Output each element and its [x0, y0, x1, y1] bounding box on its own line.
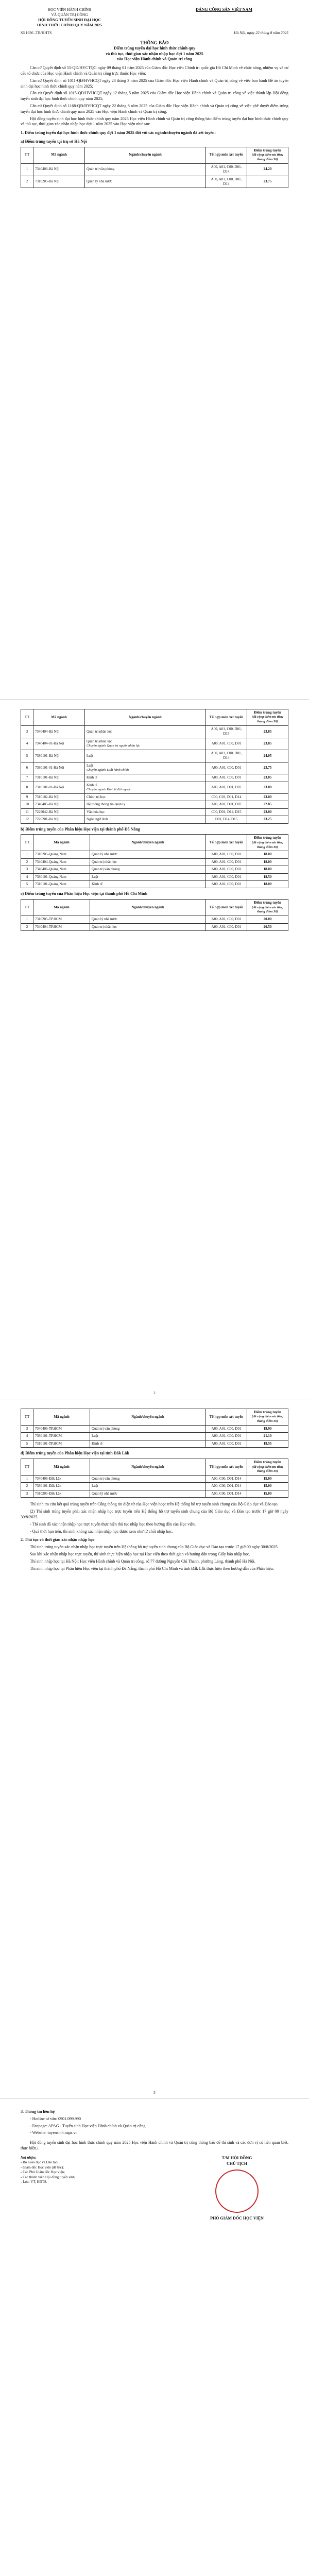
cell-code: 7340406-Đắk Lắk [33, 1476, 90, 1483]
issuer-line-2: VÀ QUẢN TRỊ CÔNG [51, 12, 88, 18]
cell-code: 7310101-TP.HCM [33, 1440, 90, 1447]
cell-score: 23.85 [247, 738, 288, 750]
cell-score: 23.75 [247, 762, 288, 774]
issuer-line-3: HỘI ĐỒNG TUYỂN SINH ĐẠI HỌC [38, 18, 101, 23]
party-name: ĐẢNG CỘNG SẢN VIỆT NAM [196, 7, 252, 12]
section-1d-heading: d) Điểm trúng tuyển của Phân hiệu Học viện tại tỉnh Đắk Lắk [21, 1451, 129, 1456]
table-row [21, 738, 288, 750]
major-name: Luật [87, 763, 93, 768]
cell-combo: A00, A01, C00, D01 [206, 738, 247, 750]
cell-score: 21.10 [247, 1433, 288, 1440]
table-row [21, 923, 288, 930]
issuer-block [21, 7, 118, 28]
cell-combo: A00, A01, D01, D07 [206, 782, 247, 793]
major-name: Chính trị học [87, 794, 106, 799]
page-number: 2 [153, 1391, 156, 1395]
cell-code: 7380101-TP.HCM [33, 1433, 90, 1440]
col-score-note: (đã cộng điểm ưu tiên; thang điểm 30) [252, 153, 283, 161]
cell-combo: A00, A01, C00, D01 [206, 866, 247, 873]
section-2-paragraph: Thí sinh nhập học tại Hà Nội: Học viện Hành chính và Quản trị công, số 77 đường Nguyễn Chí Thanh, phường Láng, thành phố Hà Nội. [30, 1558, 255, 1564]
col-score-label: Điểm trúng tuyển [254, 1410, 281, 1414]
table-row [21, 1483, 288, 1490]
table-row [21, 851, 288, 858]
closing-paragraph: Hội đồng tuyển sinh đại học hình thức chính quy năm 2025 Học viện Hành chính và Quản trị công thông báo để thí sinh và các đơn vị có liên quan biết, thực hiện./. [21, 2140, 288, 2150]
cell-code: 7340406-TP.HCM [33, 1425, 90, 1432]
table-row [21, 750, 288, 762]
cell-code: 7310205-Đắk Lắk [33, 1490, 90, 1497]
col-name: Ngành/chuyên ngành [85, 147, 206, 163]
col-score-note: (đã cộng điểm ưu tiên; thang điểm 30) [252, 840, 283, 849]
intro-paragraph: Căn cứ Quyết định số 1011-QĐ/HVHCQT ngày 28 tháng 3 năm 2025 của Giám đốc Học viện Hành chính và Quản trị công về việc ban hành Đề án tuyển sinh đại học hình thức chính quy năm 2025; [21, 78, 288, 89]
major-name: Ngôn ngữ Anh [87, 817, 108, 822]
cell-stt: 2 [21, 176, 33, 188]
cell-name: Quản lý nhà nước [90, 851, 206, 858]
cell-code: 7340406-Quảng Nam [33, 866, 90, 873]
cell-score: 15.00 [247, 1490, 288, 1497]
cell-name [85, 808, 206, 816]
cell-score: 15.00 [247, 1483, 288, 1490]
cell-score: 24.05 [247, 750, 288, 762]
cell-combo: A00, A01, C00, D01, D14 [206, 163, 247, 176]
cell-code: 7340404-TP.HCM [33, 923, 90, 930]
cell-score: 23.00 [247, 808, 288, 816]
cell-name: Luật [90, 873, 206, 880]
col-stt: TT [21, 1409, 33, 1426]
signer-block [185, 2156, 288, 2222]
col-score-label: Điểm trúng tuyển [254, 710, 281, 715]
cell-code: 7380101-01-Hà Nội [33, 762, 85, 774]
cell-combo: A00, A01, C00, D01, D15 [206, 725, 247, 738]
table-header-row [21, 1409, 288, 1426]
cell-score: 23.25 [247, 816, 288, 823]
cell-code: 7380101-Quảng Nam [33, 873, 90, 880]
cell-score: 23.00 [247, 793, 288, 801]
contact-line: - Hotline tư vấn: 0901.099.990 [30, 2116, 81, 2121]
table-row [21, 782, 288, 793]
intro-paragraph: Căn cứ Quyết định số 1015-QĐ/HVHCQT ngày 12 tháng 5 năm 2025 của Giám đốc Học viện Hành chính và Quản trị công về việc thành lập Hội đồng tuyển sinh đại học hình thức chính quy năm 2025; [21, 91, 288, 101]
table-row [21, 1476, 288, 1483]
major-name: Quản trị nhân lực [87, 739, 112, 743]
cell-code: 7310101-Quảng Nam [33, 881, 90, 888]
cell-name: Luật [90, 1483, 206, 1490]
cell-combo: A00, C00, D01, D14 [206, 1476, 247, 1483]
major-name: Kinh tế [87, 775, 97, 780]
issuer-line-4: HÌNH THỨC CHÍNH QUY NĂM 2025 [37, 23, 102, 28]
col-stt: TT [21, 1459, 33, 1476]
cell-name [85, 782, 206, 793]
doc-subtitle-1: Điểm trúng tuyển đại học hình thức chính quy [113, 45, 196, 50]
table-row [21, 1440, 288, 1447]
note-paragraph: - Thí sinh đã xác nhận nhập học trực tuyến thực hiện thủ tục nhập học theo hướng dẫn của Học viện. [30, 1521, 196, 1527]
table-row [21, 881, 288, 888]
hcm-score-table-continued [21, 1409, 288, 1448]
major-name: Hệ thống thông tin quản lý [87, 802, 126, 807]
page-number: 3 [153, 2090, 156, 2095]
cell-combo: C00, D01, D14, D15 [206, 808, 247, 816]
document-page-3 [0, 1399, 309, 2099]
cell-combo: A00, A01, C00, D01, D14 [206, 176, 247, 188]
cell-stt: 5 [21, 881, 33, 888]
table-row [21, 801, 288, 808]
section-2-paragraph: Thí sinh trúng tuyển xác nhận nhập học trực tuyến trên Hệ thống hỗ trợ tuyển sinh chung của Bộ Giáo dục và Đào tạo trước 17 giờ 00 ngày 30/8/2025. [30, 1545, 279, 1550]
doc-title: THÔNG BÁO [140, 40, 169, 45]
cell-code: 7340404-01-Hà Nội [33, 738, 85, 750]
cell-stt: 1 [21, 163, 33, 176]
cell-stt: 3 [21, 725, 33, 738]
hcm-score-table [21, 899, 288, 931]
cell-name [85, 774, 206, 782]
cell-name: Quản trị nhân lực [90, 923, 206, 930]
col-code: Mã ngành [33, 1409, 90, 1426]
col-score [247, 1409, 288, 1426]
col-score [247, 1459, 288, 1476]
col-score-note: (đã cộng điểm ưu tiên; thang điểm 30) [252, 905, 283, 914]
col-combo: Tổ hợp môn xét tuyển [206, 1459, 247, 1476]
table-row [21, 774, 288, 782]
cell-score: 23.75 [247, 176, 288, 188]
cell-combo: A00, A01, D01, D07 [206, 801, 247, 808]
cell-name [85, 816, 206, 823]
col-score-label: Điểm trúng tuyển [254, 836, 281, 840]
recipients-block [21, 2156, 149, 2222]
table-row [21, 808, 288, 816]
cell-name: Quản trị nhân lực [90, 858, 206, 866]
cell-code: 7310102-Hà Nội [33, 793, 85, 801]
cell-stt: 9 [21, 793, 33, 801]
signature-area [21, 2156, 288, 2222]
cell-code: 7310205-TP.HCM [33, 916, 90, 923]
cell-stt: 12 [21, 816, 33, 823]
signer-role-1: T/M HỘI ĐỒNG [221, 2155, 252, 2160]
section-1b-heading: b) Điểm trúng tuyển của Phân hiệu Học viện tại thành phố Đà Nẵng [21, 826, 140, 832]
col-code: Mã ngành [33, 900, 90, 916]
cell-score: 23.05 [247, 774, 288, 782]
cell-score: 23.85 [247, 725, 288, 738]
table-header-row [21, 835, 288, 851]
section-1-heading: 1. Điểm trúng tuyển đại học hình thức chính quy đợt 1 năm 2025 đối với các ngành/chuyên ngành đã xét tuyển: [21, 130, 216, 135]
specialization: Chuyên ngành Quản trị nguồn nhân lực [87, 744, 140, 748]
intro-paragraph: Hội đồng tuyển sinh đại học hình thức chính quy năm 2025 Học viện Hành chính và Quản trị công thông báo điểm trúng tuyển đại học hình thức chính quy và thủ tục, thời gian xác nhận nhập học đợt 1 năm 2025 vào Học viện như sau: [21, 116, 288, 127]
col-score-note: (đã cộng điểm ưu tiên; thang điểm 30) [252, 1415, 283, 1423]
cell-combo: A00, A01, C00, D01 [206, 1433, 247, 1440]
hanoi-score-table-continued [21, 709, 288, 824]
intro-paragraph: Căn cứ Quyết định số 55-QĐ/HVCTQG ngày 09 tháng 01 năm 2025 của Giám đốc Học viện Chính trị quốc gia Hồ Chí Minh về chức năng, nhiệm vụ và cơ cấu tổ chức của Học viện Hành chính và Quản trị công trực thuộc Học viện; [21, 65, 288, 76]
cell-code: 7310101-Hà Nội [33, 774, 85, 782]
note-paragraph: (2) Thí sinh trúng tuyển phải xác nhận nhập học trực tuyến trên Hệ thống hỗ trợ tuyển sinh chung của Bộ Giáo dục và Đào tạo trước 17 giờ 00 ngày 30/8/2025. [21, 1509, 288, 1519]
recipients-title: Nơi nhận: [21, 2155, 37, 2160]
table-row [21, 725, 288, 738]
col-score [247, 835, 288, 851]
cell-combo: A00, A01, C00, D01 [206, 1440, 247, 1447]
table-header-row [21, 147, 288, 163]
col-name: Ngành/chuyên ngành [90, 1459, 206, 1476]
table-row [21, 1490, 288, 1497]
major-name: Quản lý nhà nước [87, 179, 113, 184]
document-page-4 [0, 2099, 309, 2576]
contact-line: - Fanpage: APAG - Tuyển sinh Học viện Hành chính và Quản trị công [30, 2123, 146, 2128]
table-header-row [21, 709, 288, 726]
section-1a-heading: a) Điểm trúng tuyển tại trụ sở Hà Nội [21, 139, 87, 144]
cell-combo: D01, D14, D15 [206, 816, 247, 823]
recipient-item: - Các thành viên Hội đồng tuyển sinh; [21, 2175, 76, 2179]
hanoi-score-table [21, 147, 288, 189]
cell-name: Quản trị văn phòng [90, 1425, 206, 1432]
cell-stt: 1 [21, 1476, 33, 1483]
cell-combo: A00, A01, C00, D01 [206, 916, 247, 923]
intro-paragraphs [21, 65, 288, 127]
cell-score: 22.85 [247, 801, 288, 808]
cell-name [85, 725, 206, 738]
cell-name [85, 163, 206, 176]
section-1c-heading: c) Điểm trúng tuyển của Phân hiệu Học viện tại thành phố Hồ Chí Minh [21, 891, 148, 896]
cell-combo: A00, A01, C00, D01 [206, 923, 247, 930]
note-paragraph: Thí sinh tra cứu kết quả trúng tuyển trên Cổng thông tin điện tử của Học viện hoặc trên Hệ thống hỗ trợ tuyển sinh chung của Bộ Giáo dục và Đào tạo. [30, 1502, 279, 1507]
col-name: Ngành/chuyên ngành [90, 835, 206, 851]
cell-name [85, 750, 206, 762]
col-score-note: (đã cộng điểm ưu tiên; thang điểm 30) [252, 715, 283, 724]
major-name: Quản trị văn phòng [87, 167, 115, 172]
cell-name: Kinh tế [90, 1440, 206, 1447]
cell-name: Quản trị văn phòng [90, 866, 206, 873]
cell-score: 20.00 [247, 916, 288, 923]
cell-score: 18.00 [247, 881, 288, 888]
col-combo: Tổ hợp môn xét tuyển [206, 900, 247, 916]
table-header-row [21, 900, 288, 916]
cell-combo: A00, C00, D01, D14 [206, 1483, 247, 1490]
recipient-item: - Lưu: VT, HĐTS. [21, 2179, 47, 2184]
specialization: Chuyên ngành Luật hành chính [87, 768, 129, 772]
cell-name: Quản lý nhà nước [90, 1490, 206, 1497]
cell-code: 7310205-Quảng Nam [33, 851, 90, 858]
cell-code: 7229042-Hà Nội [33, 808, 85, 816]
cell-combo: A00, A01, C00, D01 [206, 762, 247, 774]
section-3-heading: 3. Thông tin liên hệ [21, 2109, 55, 2114]
cell-combo: A00, C00, D01, D14 [206, 1490, 247, 1497]
table-header-row [21, 1459, 288, 1476]
cell-score: 15.00 [247, 1476, 288, 1483]
cell-name [85, 801, 206, 808]
section-2-paragraph: Thí sinh nhập học tại Phân hiệu Học viện tại thành phố Đà Nẵng, thành phố Hồ Chí Minh và tỉnh Đắk Lắk thực hiện theo hướng dẫn của Phân hiệu. [30, 1566, 274, 1571]
table-row [21, 176, 288, 188]
col-stt: TT [21, 147, 33, 163]
col-code: Mã ngành [33, 1459, 90, 1476]
col-score-label: Điểm trúng tuyển [254, 1460, 281, 1465]
document-page-2 [0, 700, 309, 1399]
signer-role-2: CHỦ TỊCH [226, 2161, 248, 2166]
contact-line: - Website: tuyensinh.napa.vn [30, 2130, 78, 2136]
table-row [21, 858, 288, 866]
cell-stt: 8 [21, 782, 33, 793]
table-row [21, 816, 288, 823]
cell-code: 7340404-Hà Nội [33, 725, 85, 738]
cell-score: 20.50 [247, 923, 288, 930]
cell-stt: 4 [21, 873, 33, 880]
col-code: Mã ngành [33, 835, 90, 851]
official-stamp [215, 2170, 259, 2213]
cell-code: 7340404-Quảng Nam [33, 858, 90, 866]
table-row [21, 916, 288, 923]
cell-stt: 1 [21, 851, 33, 858]
cell-stt: 10 [21, 801, 33, 808]
intro-paragraph: Căn cứ Quyết định số 1168-QĐ/HVHCQT ngày 22 tháng 8 năm 2025 của Giám đốc Học viện Hành chính và Quản trị công về việc phê duyệt điểm trúng tuyển đại học hình thức chính quy năm 2025 vào Học viện Hành chính và Quản trị công; [21, 103, 288, 114]
cell-stt: 4 [21, 1433, 33, 1440]
cell-score: 18.00 [247, 866, 288, 873]
table-row [21, 762, 288, 774]
place-date: Hà Nội, ngày 22 tháng 8 năm 2025 [234, 30, 288, 35]
cell-score: 19.90 [247, 1425, 288, 1432]
major-name: Văn hóa học [87, 809, 105, 814]
col-combo: Tổ hợp môn xét tuyển [206, 709, 247, 726]
major-name: Kinh tế [87, 783, 97, 787]
cell-code: 7380101-Hà Nội [33, 750, 85, 762]
danang-score-table [21, 834, 288, 888]
notes-block [21, 1502, 288, 1534]
signer-role-3: PHÓ GIÁM ĐỐC HỌC VIỆN [210, 2216, 264, 2221]
cell-name [85, 762, 206, 774]
major-name: Luật [87, 753, 93, 758]
cell-stt: 2 [21, 1483, 33, 1490]
cell-combo: A00, A01, C00, D01 [206, 873, 247, 880]
cell-score: 23.00 [247, 782, 288, 793]
cell-code: 7380101-Đắk Lắk [33, 1483, 90, 1490]
col-combo: Tổ hợp môn xét tuyển [206, 147, 247, 163]
cell-stt: 3 [21, 1425, 33, 1432]
col-code: Mã ngành [33, 709, 85, 726]
cell-score: 19.55 [247, 1440, 288, 1447]
cell-stt: 3 [21, 1490, 33, 1497]
col-stt: TT [21, 709, 33, 726]
cell-score: 18.00 [247, 858, 288, 866]
cell-stt: 4 [21, 738, 33, 750]
cell-combo: A00, A01, C00, D01, D14 [206, 750, 247, 762]
cell-code: 7310101-01-Hà Nội [33, 782, 85, 793]
doc-subtitle-2: và thủ tục, thời gian xác nhận nhập học đợt 1 năm 2025 [106, 51, 203, 56]
cell-code: 7340406-Hà Nội [33, 163, 85, 176]
daklak-score-table [21, 1459, 288, 1498]
major-name: Quản trị nhân lực [87, 729, 112, 734]
col-name: Ngành/chuyên ngành [90, 900, 206, 916]
col-stt: TT [21, 900, 33, 916]
issuer-line-1: HỌC VIỆN HÀNH CHÍNH [47, 7, 92, 12]
cell-name [85, 738, 206, 750]
table-row [21, 866, 288, 873]
col-combo: Tổ hợp môn xét tuyển [206, 1409, 247, 1426]
doc-number: Số 1936 -TB/HHTS [21, 30, 52, 35]
doc-subtitle-3: vào Học viện Hành chính và Quản trị công [117, 57, 192, 62]
cell-combo: A00, A01, C00, D01 [206, 851, 247, 858]
cell-stt: 7 [21, 774, 33, 782]
cell-score: 18.00 [247, 851, 288, 858]
cell-combo: A00, A01, C00, D01 [206, 881, 247, 888]
cell-stt: 2 [21, 923, 33, 930]
specialization: Chuyên ngành Kinh tế đối ngoại [87, 788, 130, 791]
col-name: Ngành/chuyên ngành [85, 709, 206, 726]
table-row [21, 873, 288, 880]
doc-meta-row [21, 30, 288, 36]
col-score [247, 900, 288, 916]
cell-stt: 11 [21, 808, 33, 816]
party-block [160, 7, 288, 28]
document-page-1 [0, 0, 309, 700]
cell-score: 18.50 [247, 873, 288, 880]
col-name: Ngành/chuyên ngành [90, 1409, 206, 1426]
cell-combo: A00, A01, C00, D01 [206, 1425, 247, 1432]
cell-name: Luật [90, 1433, 206, 1440]
col-score-label: Điểm trúng tuyển [254, 148, 281, 152]
cell-stt: 2 [21, 858, 33, 866]
table-row [21, 1433, 288, 1440]
cell-name: Kinh tế [90, 881, 206, 888]
cell-name: Quản trị văn phòng [90, 1476, 206, 1483]
cell-combo: A00, A01, C00, D01 [206, 774, 247, 782]
col-score-label: Điểm trúng tuyển [254, 901, 281, 905]
recipient-item: - Giám đốc Học viện (để b/c); [21, 2165, 64, 2170]
cell-stt: 6 [21, 762, 33, 774]
col-score [247, 709, 288, 726]
cell-combo: C00, C03, D01, D14 [206, 793, 247, 801]
col-score-note: (đã cộng điểm ưu tiên; thang điểm 30) [252, 1465, 283, 1473]
col-code: Mã ngành [33, 147, 85, 163]
cell-score: 24.20 [247, 163, 288, 176]
cell-name [85, 793, 206, 801]
cell-stt: 5 [21, 1440, 33, 1447]
recipient-item: - Các Phó Giám đốc Học viện; [21, 2170, 65, 2175]
col-combo: Tổ hợp môn xét tuyển [206, 835, 247, 851]
cell-stt: 1 [21, 916, 33, 923]
cell-stt: 3 [21, 866, 33, 873]
cell-code: 7340405-Hà Nội [33, 801, 85, 808]
cell-combo: A00, A01, C00, D01 [206, 858, 247, 866]
cell-stt: 5 [21, 750, 33, 762]
section-2-paragraph: Sau khi xác nhận nhập học trực tuyến, thí sinh thực hiện nhập học tại Học viện theo thời gian và hướng dẫn trong Giấy báo nhập học. [30, 1551, 250, 1556]
cell-name [85, 176, 206, 188]
table-row [21, 1425, 288, 1432]
col-score [247, 147, 288, 163]
recipient-item: - Bộ Giáo dục và Đào tạo; [21, 2160, 59, 2165]
cell-code: 7220201-Hà Nội [33, 816, 85, 823]
cell-name: Quản lý nhà nước [90, 916, 206, 923]
section-2-heading: 2. Thủ tục và thời gian xác nhận nhập học [21, 1537, 95, 1543]
table-row [21, 793, 288, 801]
table-row [21, 163, 288, 176]
letterhead [21, 7, 288, 28]
col-stt: TT [21, 835, 33, 851]
note-paragraph: - Quá thời hạn trên, thí sinh không xác nhận nhập học được xem như từ chối nhập học. [30, 1529, 173, 1534]
cell-code: 7310205-Hà Nội [33, 176, 85, 188]
